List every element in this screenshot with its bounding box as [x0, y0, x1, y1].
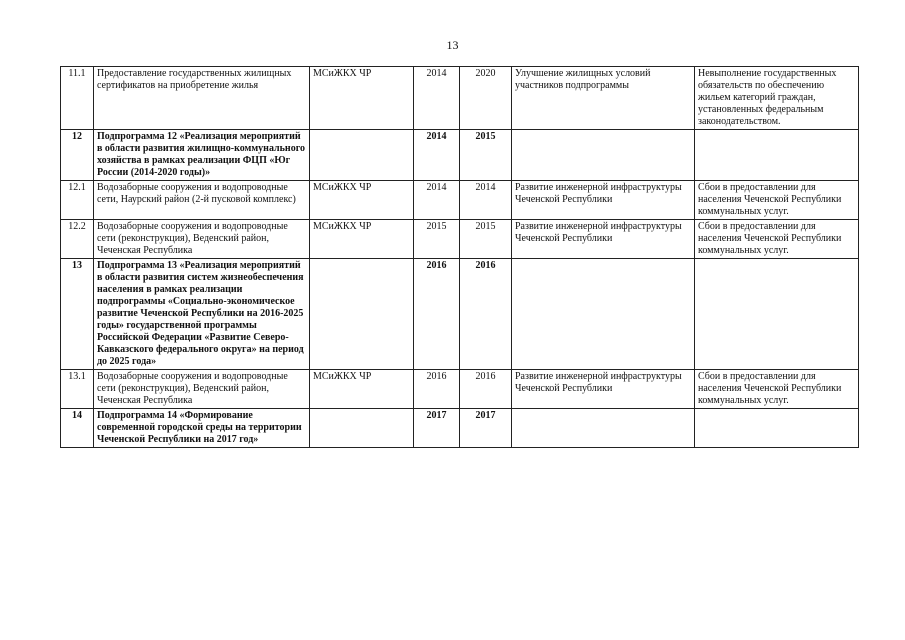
row-consequence: Сбои в предоставлении для населения Чеченской Республики коммунальных услуг. [695, 181, 859, 220]
row-number: 12 [61, 130, 94, 181]
page-number: 13 [446, 38, 459, 52]
row-executor [310, 130, 414, 181]
table-row [61, 220, 859, 259]
row-start-year: 2015 [414, 220, 460, 259]
row-start-year: 2014 [414, 130, 460, 181]
table-row [61, 130, 859, 181]
table-row [61, 67, 859, 130]
row-result: Развитие инженерной инфраструктуры Чеченской Республики [512, 220, 695, 259]
table-row [61, 259, 859, 370]
row-end-year: 2016 [460, 259, 512, 370]
row-consequence [695, 259, 859, 370]
row-start-year: 2017 [414, 409, 460, 448]
table-row [61, 181, 859, 220]
row-name: Подпрограмма 12 «Реализация мероприятий в области развития жилищно-коммунального хозяйства в рамках реализации ФЦП «Юг России (2014-2020 годы)» [94, 130, 310, 181]
row-result [512, 409, 695, 448]
row-consequence [695, 130, 859, 181]
table-row [61, 370, 859, 409]
row-result: Развитие инженерной инфраструктуры Чеченской Республики [512, 181, 695, 220]
program-table [60, 66, 859, 448]
row-number: 12.2 [61, 220, 94, 259]
row-result [512, 259, 695, 370]
row-executor [310, 259, 414, 370]
row-end-year: 2016 [460, 370, 512, 409]
row-end-year: 2015 [460, 220, 512, 259]
row-end-year: 2015 [460, 130, 512, 181]
row-end-year: 2020 [460, 67, 512, 130]
row-start-year: 2016 [414, 370, 460, 409]
row-number: 14 [61, 409, 94, 448]
row-end-year: 2014 [460, 181, 512, 220]
row-number: 11.1 [61, 67, 94, 130]
row-name: Подпрограмма 14 «Формирование современной городской среды на территории Чеченской Республики на 2017 год» [94, 409, 310, 448]
row-consequence: Невыполнение государственных обязательств по обеспечению жильем категорий граждан, установленных федеральным законодательством. [695, 67, 859, 130]
row-start-year: 2014 [414, 181, 460, 220]
row-name: Подпрограмма 13 «Реализация мероприятий в области развития систем жизнеобеспечения населения в рамках реализации подпрограммы «Социально-экономическое развитие Чеченской Республики на 2016-2025 годы» государственной программы Российской Федерации «Развитие Северо-Кавказского федерального округа» на период до 2025 года» [94, 259, 310, 370]
row-executor: МСиЖКХ ЧР [310, 67, 414, 130]
row-executor: МСиЖКХ ЧР [310, 370, 414, 409]
row-number: 12.1 [61, 181, 94, 220]
row-name: Предоставление государственных жилищных сертификатов на приобретение жилья [94, 67, 310, 130]
row-end-year: 2017 [460, 409, 512, 448]
row-result: Улучшение жилищных условий участников подпрограммы [512, 67, 695, 130]
row-executor: МСиЖКХ ЧР [310, 181, 414, 220]
row-name: Водозаборные сооружения и водопроводные сети, Наурский район (2-й пусковой комплекс) [94, 181, 310, 220]
row-result: Развитие инженерной инфраструктуры Чеченской Республики [512, 370, 695, 409]
row-number: 13 [61, 259, 94, 370]
table-body [61, 67, 859, 448]
row-number: 13.1 [61, 370, 94, 409]
row-result [512, 130, 695, 181]
row-name: Водозаборные сооружения и водопроводные сети (реконструкция), Веденский район, Чеченская Республика [94, 370, 310, 409]
row-executor [310, 409, 414, 448]
row-consequence: Сбои в предоставлении для населения Чеченской Республики коммунальных услуг. [695, 220, 859, 259]
row-start-year: 2014 [414, 67, 460, 130]
row-start-year: 2016 [414, 259, 460, 370]
row-name: Водозаборные сооружения и водопроводные сети (реконструкция), Веденский район, Чеченская Республика [94, 220, 310, 259]
row-consequence: Сбои в предоставлении для населения Чеченской Республики коммунальных услуг. [695, 370, 859, 409]
row-consequence [695, 409, 859, 448]
table-row [61, 409, 859, 448]
row-executor: МСиЖКХ ЧР [310, 220, 414, 259]
